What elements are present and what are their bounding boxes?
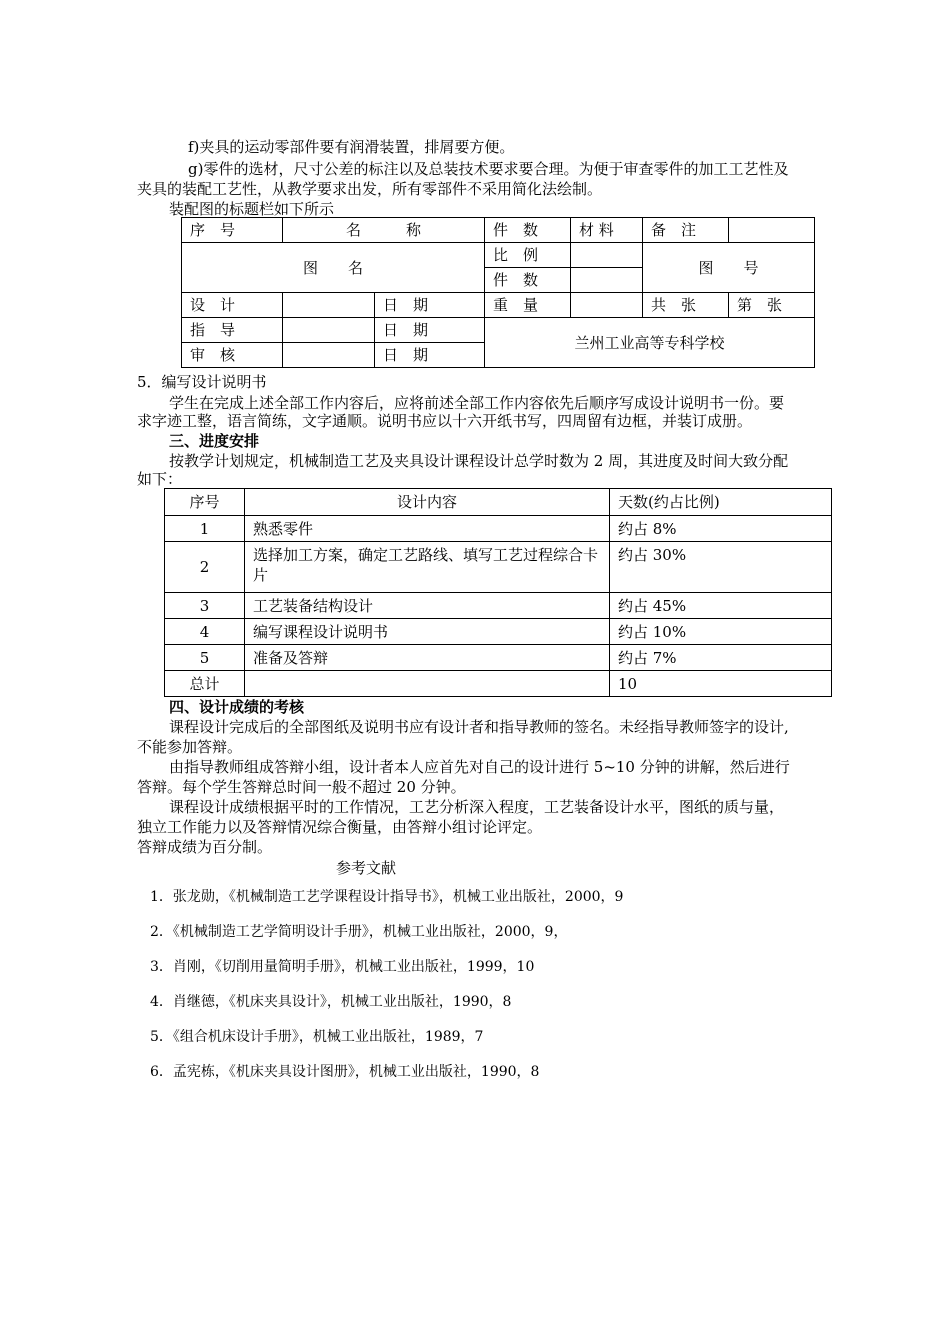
schedule-row-no: 5	[165, 645, 245, 671]
tb-count2-value	[571, 268, 643, 293]
section3-p1: 按教学计划规定，机械制造工艺及夹具设计课程设计总学时数为 2 周，其进度及时间大致分配	[169, 452, 789, 470]
schedule-row-days: 约占 7%	[610, 645, 832, 671]
schedule-row-no: 2	[165, 542, 245, 593]
tb-name: 名 称	[283, 218, 485, 243]
section5-heading: 5．编写设计说明书	[137, 373, 267, 391]
reference-item: 1．张龙勋，《机械制造工艺学课程设计指导书》，机械工业出版社，2000，9	[150, 889, 624, 905]
section5-p1: 学生在完成上述全部工作内容后，应将前述全部工作内容依先后顺序写成设计说明书一份。要	[169, 394, 785, 412]
tb-drawing-name: 图 名	[182, 243, 485, 293]
schedule-row-no: 4	[165, 619, 245, 645]
title-block-caption: 装配图的标题栏如下所示	[169, 200, 335, 218]
section5-p2: 求字迹工整，语言简练，文字通顺。说明书应以十六开纸书写，四周留有边框，并装订成册。	[137, 412, 753, 430]
schedule-row-content: 熟悉零件	[245, 516, 610, 542]
tb-school: 兰州工业高等专科学校	[485, 318, 815, 368]
schedule-row-content: 准备及答辩	[245, 645, 610, 671]
schedule-total-label: 总计	[165, 671, 245, 697]
tb-remark: 备 注	[643, 218, 729, 243]
section4-p1a: 课程设计完成后的全部图纸及说明书应有设计者和指导教师的签名。未经指导教师签字的设计,	[169, 718, 789, 736]
section4-p2a: 由指导教师组成答辩小组，设计者本人应首先对自己的设计进行 5~10 分钟的讲解，然后进行	[169, 758, 790, 776]
tb-guide-value	[283, 318, 375, 343]
title-block-table	[181, 217, 815, 368]
text-line-g1: g)零件的选材，尺寸公差的标注以及总装技术要求要合理。为便于审查零件的加工工艺性及	[188, 160, 789, 178]
reference-item: 5．《组合机床设计手册》，机械工业出版社，1989，7	[150, 1029, 484, 1045]
schedule-row-days: 约占 10%	[610, 619, 832, 645]
tb-scale: 比 例	[485, 243, 571, 268]
schedule-row-content: 编写课程设计说明书	[245, 619, 610, 645]
tb-weight-value	[571, 293, 643, 318]
reference-item: 3．肖刚，《切削用量简明手册》，机械工业出版社，1999，10	[150, 959, 535, 975]
tb-total-sheets: 共 张	[643, 293, 729, 318]
reference-item: 6．孟宪栋，《机床夹具设计图册》，机械工业出版社，1990，8	[150, 1064, 540, 1080]
tb-review: 审 核	[182, 343, 283, 368]
tb-design: 设 计	[182, 293, 283, 318]
schedule-row-days: 约占 8%	[610, 516, 832, 542]
tb-review-value	[283, 343, 375, 368]
section4-p4: 答辩成绩为百分制。	[137, 838, 273, 856]
tb-date1: 日 期	[375, 293, 485, 318]
schedule-row-content: 选择加工方案，确定工艺路线、填写工艺过程综合卡片	[245, 542, 610, 593]
schedule-row-no: 1	[165, 516, 245, 542]
section3-p2: 如下：	[137, 470, 183, 488]
tb-empty	[729, 218, 815, 243]
schedule-total-empty	[245, 671, 610, 697]
section4-p1b: 不能参加答辩。	[137, 738, 243, 756]
reference-item: 4．肖继德，《机床夹具设计》，机械工业出版社，1990，8	[150, 994, 512, 1010]
tb-design-value	[283, 293, 375, 318]
tb-material: 材 料	[571, 218, 643, 243]
tb-date2: 日 期	[375, 318, 485, 343]
section4-p3a: 课程设计成绩根据平时的工作情况，工艺分析深入程度，工艺装备设计水平，图纸的质与量，	[169, 798, 785, 816]
text-line-g2: 夹具的装配工艺性，从教学要求出发，所有零部件不采用简化法绘制。	[137, 180, 603, 198]
schedule-total-value: 10	[610, 671, 832, 697]
schedule-header-content: 设计内容	[245, 489, 610, 516]
tb-count2: 件 数	[485, 268, 571, 293]
schedule-header-no: 序号	[165, 489, 245, 516]
schedule-table	[164, 488, 832, 697]
schedule-row-content: 工艺装备结构设计	[245, 593, 610, 619]
section4-heading: 四、设计成绩的考核	[169, 698, 305, 716]
schedule-row-days: 约占 45%	[610, 593, 832, 619]
tb-date3: 日 期	[375, 343, 485, 368]
section3-heading: 三、进度安排	[169, 432, 260, 450]
section4-p2b: 答辩。每个学生答辩总时间一般不超过 20 分钟。	[137, 778, 466, 796]
references-heading: 参考文献	[336, 859, 397, 877]
section4-p3b: 独立工作能力以及答辩情况综合衡量，由答辩小组讨论评定。	[137, 818, 543, 836]
tb-count: 件 数	[485, 218, 571, 243]
schedule-header-days: 天数(约占比例)	[610, 489, 832, 516]
tb-sheet-no: 第 张	[729, 293, 815, 318]
schedule-row-days: 约占 30%	[610, 542, 832, 593]
tb-drawing-no: 图 号	[643, 243, 815, 293]
text-line-f: f)夹具的运动零部件要有润滑装置，排屑要方便。	[188, 138, 515, 156]
tb-scale-value	[571, 243, 643, 268]
tb-weight: 重 量	[485, 293, 571, 318]
schedule-row-no: 3	[165, 593, 245, 619]
tb-seq: 序 号	[182, 218, 283, 243]
reference-item: 2．《机械制造工艺学简明设计手册》，机械工业出版社，2000，9，	[150, 924, 568, 940]
tb-guide: 指 导	[182, 318, 283, 343]
